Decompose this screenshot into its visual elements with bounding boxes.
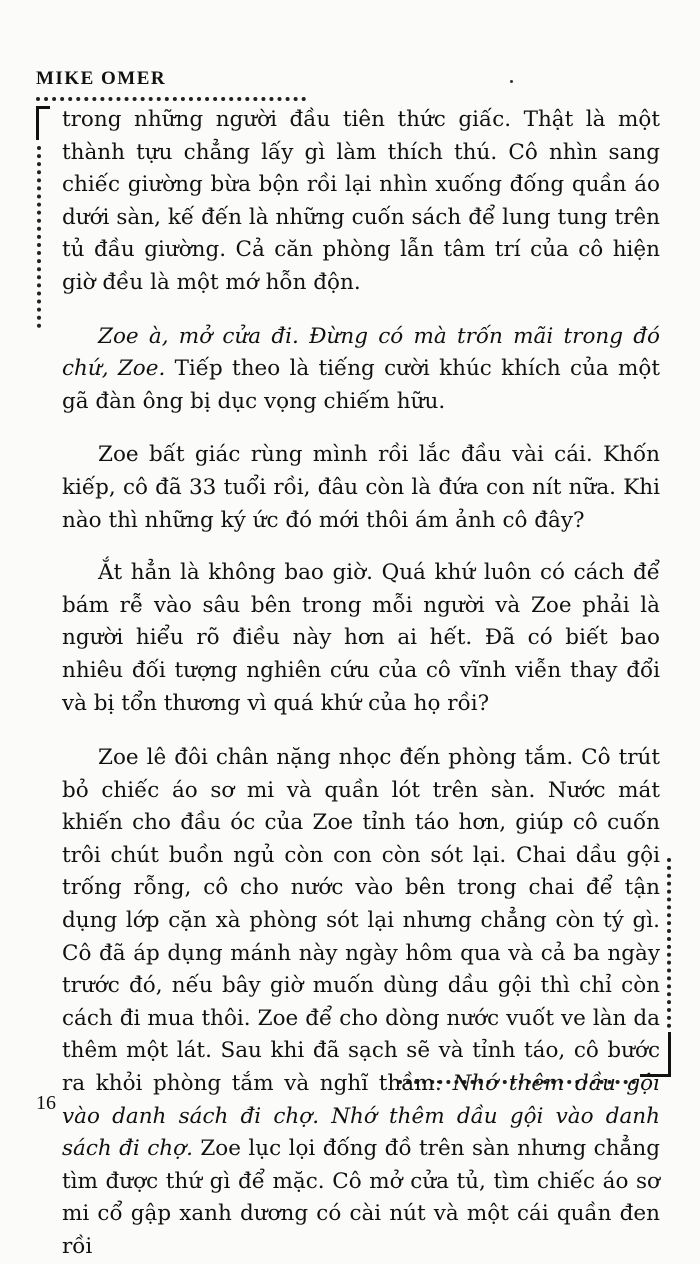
top-left-bracket-vertical — [36, 108, 39, 140]
ink-speck — [510, 80, 513, 83]
body-text — [62, 104, 660, 1264]
right-dotted-rule — [667, 858, 671, 1028]
paragraph-5-italic: Nhớ thêm dầu gội vào danh sách đi chợ. Nhớ thêm dầu gội vào danh sách đi chợ. — [62, 1071, 661, 1162]
top-dotted-rule — [36, 97, 306, 101]
paragraph-5-part-a: Zoe lê đôi chân nặng nhọc đến phòng tắm. Cô trút bỏ chiếc áo sơ mi và quần lót trên sàn. Nước mát khiến cho đầu óc của Zoe tỉnh táo hơn, giúp cô cuốn trôi chút buồn ngủ còn con còn sót lại. Chai dầu gội trống rỗng, cô cho nước vào bên trong chai để tận dụng lớp cặn xà phòng sót lại nhưng chẳng còn tý gì. Cô đã áp dụng mánh này ngày hôm qua và cả ba ngày trước đó, nếu bây giờ muốn dùng dầu gội thì chỉ còn cách đi mua thôi. Zoe để cho dòng nước vuốt ve làn da thêm một lát. Sau khi đã sạch sẽ và tỉnh táo, cô bước ra khỏi phòng tắm và nghĩ thầm: — [62, 745, 660, 1097]
paragraph-5 — [62, 742, 660, 1264]
paragraph-2-italic: Zoe à, mở cửa đi. Đừng có mà trốn mãi trong đó chứ, Zoe. — [62, 323, 660, 382]
running-header: MIKE OMER — [36, 68, 167, 89]
paragraph-5-part-b: Zoe lục lọi đống đồ trên sàn nhưng chẳng tìm được thứ gì để mặc. Cô mở cửa tủ, tìm chiếc áo sơ mi cổ gập xanh dương có cài nút và một cái quần đen rồi — [62, 1136, 660, 1259]
paragraph-2-rest: Tiếp theo là tiếng cười khúc khích của một gã đàn ông bị dục vọng chiếm hữu. — [62, 356, 660, 414]
left-dotted-rule — [37, 146, 41, 328]
paragraph-2 — [62, 321, 660, 419]
bottom-right-bracket-vertical — [668, 1032, 671, 1076]
paragraph-4: Ắt hẳn là không bao giờ. Quá khứ luôn có cách để bám rễ vào sâu bên trong mỗi người và Zoe phải là người hiểu rõ điều này hơn ai hết. Đã có biết bao nhiêu đối tượng nghiên cứu của cô vĩnh viễn thay đổi và bị tổn thương vì quá khứ của họ rồi? — [62, 560, 660, 716]
paragraph-1: trong những người đầu tiên thức giấc. Thật là một thành tựu chẳng lấy gì làm thích thú. Cô nhìn sang chiếc giường bừa bộn rồi lại nhìn xuống đống quần áo dưới sàn, kế đến là những cuốn sách để lung tung trên tủ đầu giường. Cả căn phòng lẫn tâm trí của cô hiện giờ đều là một mớ hỗn độn. — [62, 107, 660, 295]
paragraph-3: Zoe bất giác rùng mình rồi lắc đầu vài cái. Khốn kiếp, cô đã 33 tuổi rồi, đâu còn là đứa con nít nữa. Khi nào thì những ký ức đó mới thôi ám ảnh cô đây? — [62, 442, 660, 533]
page-number: 16 — [36, 1092, 56, 1114]
